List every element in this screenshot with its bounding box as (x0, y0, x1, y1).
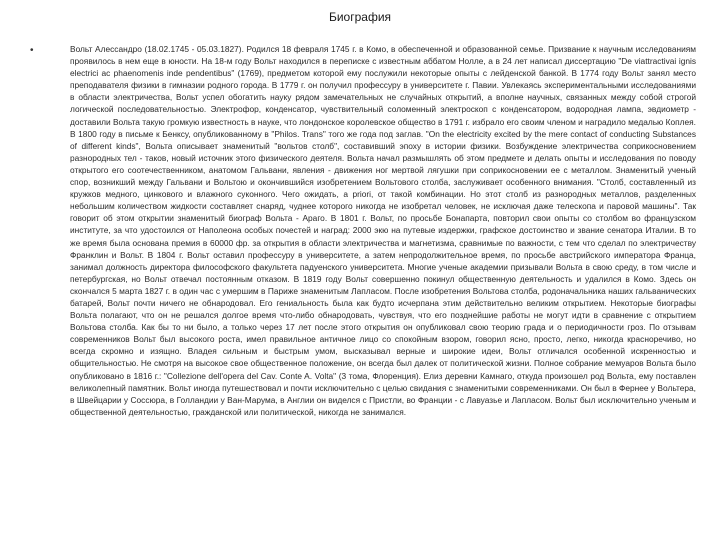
biography-paragraph: Вольт Алессандро (18.02.1745 - 05.03.1827). Родился 18 февраля 1745 г. в Комо, в обеспеченной и образованной семье. Призвание к научным исследованиям проявилось в нем еще в юности. На 18-м году Вольт находился в переписке с известным аббатом Нолле, а в 24 лет написал диссертацию "De viattractivai ignis electrici ac phaenomenis inde pendentibus" (1769), предметом которой ему послужили некоторые опыты с лейденской банкой. В 1774 году Вольт занял место преподавателя физики в гимназии родного города. В 1779 г. он получил профессуру в университете г. Павии. Увлекаясь экспериментальными исследованиями в области электричества, Вольт успел обогатить науку рядом замечательных не случайных открытий, а вполне научных, связанных между собой строгой логической последовательностью. Электрофор, конденсатор, чувствительный соломенный электроскоп с конденсатором, водородная лампа, эвдиометр - доставили Вольта такую громкую известность в науке, что лондонское королевское общество в 1791 г. избрало его своим членом и наградило медалью Коплея. В 1800 году в письме к Бенксу, опубликованному в "Philos. Trans" того же года под заглав. "On the electricity excited by the mere contact of conducting Substances of different kinds", Вольта описывает знаменитый "вольтов столб", составивший эпоху в истории физики. Возбуждение электричества соприкосновением разнородных тел - таков, новый источник этого физического деятеля. Вольта начал размышлять об этом предмете и делать опыты и исследования по поводу открытого его соотечественником, анатомом Гальвани, явления - движения ног мертвой лягушки при соприкосновении ее с металлом. Знаменитый ученый спор, возникший между Гальвани и Вольтою и окончившийся изобретением Вольтового столба, заслуживает особенного внимания. "Столб, составленный из кружков медного, цинкового и влажного суконного. Чего ожидать, a priori, от такой комбинации. Но этот столб из разнородных металлов, разделенных небольшим количеством жидкости составляет снаряд, чуднее которого никогда не изобретал человек, не исключая даже телескопа и паровой машины". Так говорит об этом открытии знаменитый биограф Вольта - Араго. В 1801 г. Вольт, по просьбе Бонапарта, повторил свои опыты со столбом во французском институте, за что удостоился от Наполеона особых почестей и наград: 2000 экю на путевые издержки, графское достоинство и звание сенатора Италии. В то же время была основана премия в 60000 фр. за открытия в области электричества и магнетизма, сравнимые по важности, с тем что сделал по электричеству Франклин и Вольт. В 1804 г. Вольт оставил профессуру в университете, а затем непродолжительное время, по просьбе австрийского императора Франца, занимал должность директора философского факультета падуенского университета. Многие ученые академии призывали Вольта в свою среду, в том числе и петербургская, но Вольт отвечал постоянным отказом. В 1819 году Вольт совершенно покинул общественную деятельность и удалился в Комо. Здесь он скончался 5 марта 1827 г. в один час с умершим в Париже знаменитым Лапласом. После изобретения Вольтова столба, родоначальника наших гальванических батарей, Вольт почти ничего не обнародовал. Его гениальность была как будто исчерпана этим действительно великим открытием. Некоторые биографы Вольта полагают, что он не решался долгое время что-либо обнародовать, чувствуя, что его позднейшие работы не могут идти в сравнение с открытием Вольтова столба. Как бы то ни было, а только через 17 лет после этого открытия он опубликовал свою теорию града и о периодичности гроз. По отзывам современников Вольт был высокого роста, имел правильное античное лицо со спокойным взором, говорил ясно, просто, легко, никогда красноречиво, но всегда скромно и изящно. Владея сильным и быстрым умом, высказывал верные и широкие идеи, Вольт отличался особенной искренностью и общительностью. Не смотря на высокое свое общественное положение, он всегда был далек от политической жизни. Полное собрание мемуаров Вольта было опубликовано в 1816 г.: "Collezione dell'opera del Cav. Conte A. Volta" (3 тома, Флоренция). Елиз деревни Камнаго, откуда произошел род Вольта, ему поставлен великолепный памятник. Вольт иногда путешествовал и почти исключительно с целью свидания с знаменитыми современниками. Он был в Фернее у Вольтера, в Швейцарии у Соссюра, в Голландии у Ван-Марума, в Англии он виделся с Пристли, во Франции - с Лавуазье и Лапласом. Вольт был исключительно ученым и общественной деятельностью, гражданской или политической, никогда не занимался. (70, 44, 696, 417)
page-title: Биография (328, 10, 392, 24)
bullet-marker: • (30, 45, 34, 56)
